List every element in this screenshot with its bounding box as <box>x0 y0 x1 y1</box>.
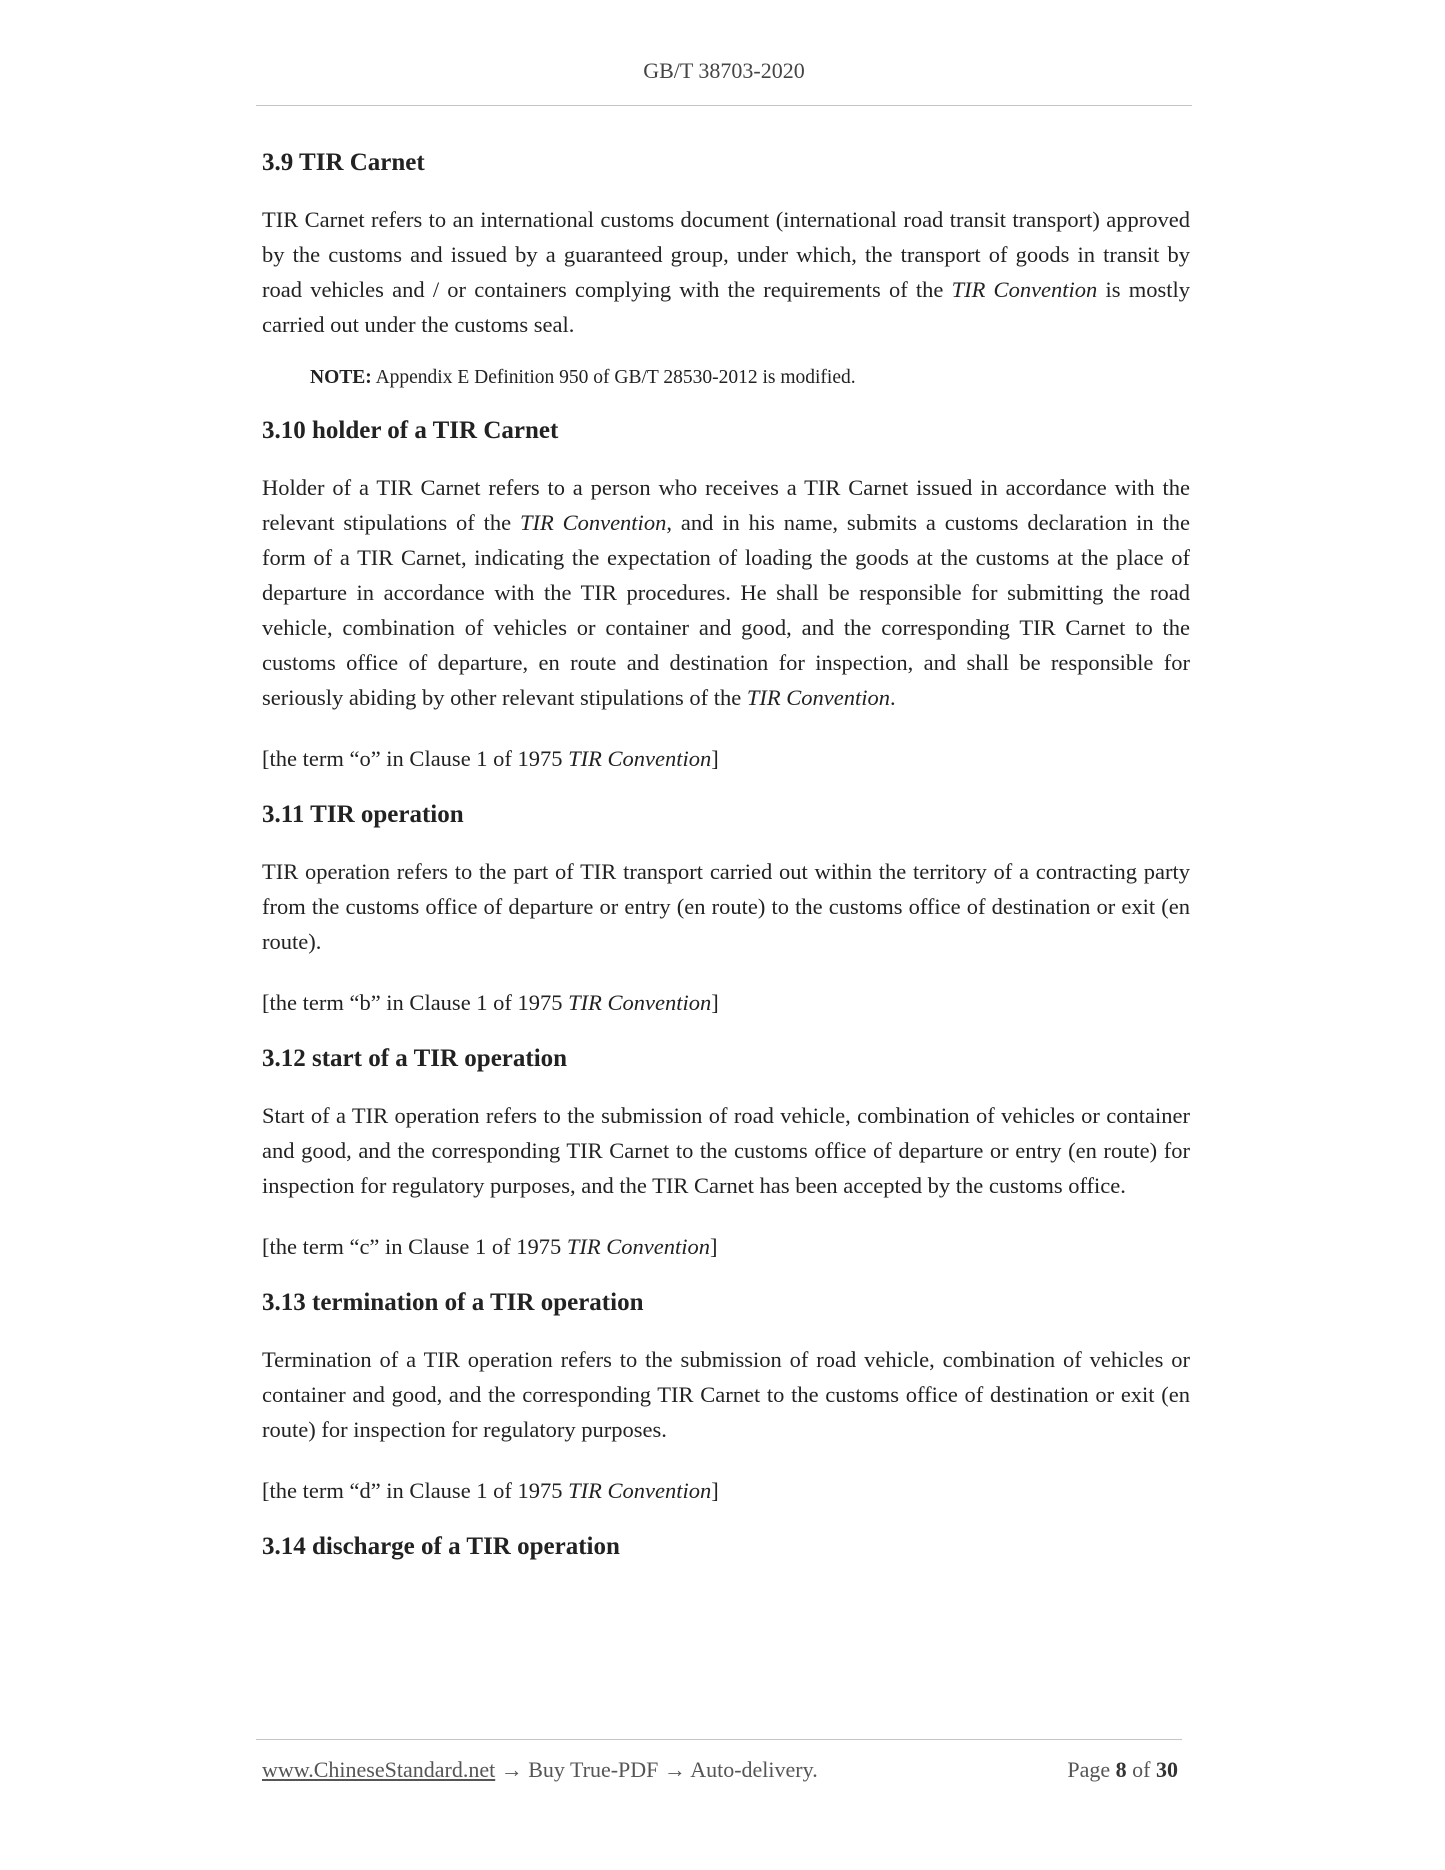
text-span: [the term “c” in Clause 1 of 1975 <box>262 1234 567 1259</box>
website-link[interactable]: www.ChineseStandard.net <box>262 1757 496 1782</box>
total-pages: 30 <box>1156 1757 1178 1782</box>
section-3-11-heading: 3.11 TIR operation <box>262 801 464 828</box>
text-span: ] <box>710 1234 718 1259</box>
note-text: Appendix E Definition 950 of GB/T 28530-2012 is modified. <box>371 367 856 388</box>
section-3-12-heading: 3.12 start of a TIR operation <box>262 1045 568 1072</box>
text-span: TIR Carnet refers to an international customs document (international road transit transport) approved by the customs and issued by a guaranteed group, under which, the transport of goods in transit by road vehicles and / or containers complying with the requirements of the <box>262 207 1190 302</box>
text-span: [the term “d” in Clause 1 of 1975 <box>262 1478 569 1503</box>
section-3-9-note <box>262 363 1190 393</box>
text-span: [the term “b” in Clause 1 of 1975 <box>262 990 569 1015</box>
emphasis-span: TIR Convention <box>568 990 712 1015</box>
section-3-12-definition: Start of a TIR operation refers to the submission of road vehicle, combination of vehicles or container and good, and the corresponding TIR Carnet to the customs office of departure or entry (en route) for inspection for regulatory purposes, and the TIR Carnet has been accepted by the customs office. <box>262 1103 1190 1198</box>
text-span: ] <box>711 746 719 771</box>
footer-promo <box>262 1757 818 1783</box>
footer-divider <box>256 1739 1182 1740</box>
text-span: ] <box>711 990 719 1015</box>
section-3-9-heading: 3.9 TIR Carnet <box>262 149 425 176</box>
text-span: is mostly carried out under the customs seal. <box>262 277 1190 337</box>
arrow-icon: → <box>495 1757 529 1782</box>
page-number <box>1067 1757 1178 1783</box>
text-span: . <box>890 685 896 710</box>
section-3-9-definition <box>262 202 1190 342</box>
text-span: , and in his name, submits a customs declaration in the form of a TIR Carnet, indicating the expectation of loading the goods at the customs at the place of departure in accordance with the TIR procedures. He shall be responsible for submitting the road vehicle, combination of vehicles or container and good, and the corresponding TIR Carnet to the customs office of departure, en route and destination for inspection, and shall be responsible for seriously abiding by other relevant stipulations of the <box>262 510 1191 710</box>
section-3-11-definition: TIR operation refers to the part of TIR transport carried out within the territory of a contracting party from the customs office of departure or entry (en route) to the customs office of destination or exit (en route). <box>262 859 1190 954</box>
page-label: Page <box>1067 1757 1111 1782</box>
emphasis-span: TIR Convention <box>566 1234 711 1259</box>
section-3-11-source <box>262 985 1190 1020</box>
arrow-icon: → <box>658 1757 691 1782</box>
section-3-10-source <box>262 741 1190 776</box>
section-3-13-source <box>262 1473 1190 1508</box>
section-3-13-heading: 3.13 termination of a TIR operation <box>262 1289 644 1316</box>
page-footer <box>262 1757 1182 1787</box>
of-label: of <box>1132 1757 1151 1782</box>
note-label: NOTE: <box>310 367 372 388</box>
section-3-10-definition <box>262 470 1190 715</box>
current-page: 8 <box>1115 1757 1127 1782</box>
emphasis-span: TIR Convention <box>519 510 667 535</box>
section-3-12-source <box>262 1229 1190 1264</box>
emphasis-span: TIR Convention <box>568 746 712 771</box>
text-span: Holder of a TIR Carnet refers to a person who receives a TIR Carnet issued in accordance with the relevant stipulations of the <box>262 475 1190 535</box>
emphasis-span: TIR Convention <box>746 685 891 710</box>
emphasis-span: TIR Convention <box>568 1478 712 1503</box>
section-3-10-heading: 3.10 holder of a TIR Carnet <box>262 417 559 444</box>
auto-delivery-text: Auto-delivery. <box>690 1757 818 1782</box>
buy-pdf-text: Buy True-PDF <box>528 1757 659 1782</box>
text-span: [the term “o” in Clause 1 of 1975 <box>262 746 569 771</box>
section-3-14-heading: 3.14 discharge of a TIR operation <box>262 1533 620 1560</box>
header-divider <box>256 105 1192 106</box>
text-span: ] <box>711 1478 719 1503</box>
running-header: GB/T 38703-2020 <box>643 58 805 83</box>
emphasis-span: TIR Convention <box>951 277 1098 302</box>
document-body <box>262 148 1190 1562</box>
section-3-13-definition: Termination of a TIR operation refers to the submission of road vehicle, combination of vehicles or container and good, and the corresponding TIR Carnet to the customs office of destination or exit (en route) for inspection for regulatory purposes. <box>262 1347 1190 1442</box>
